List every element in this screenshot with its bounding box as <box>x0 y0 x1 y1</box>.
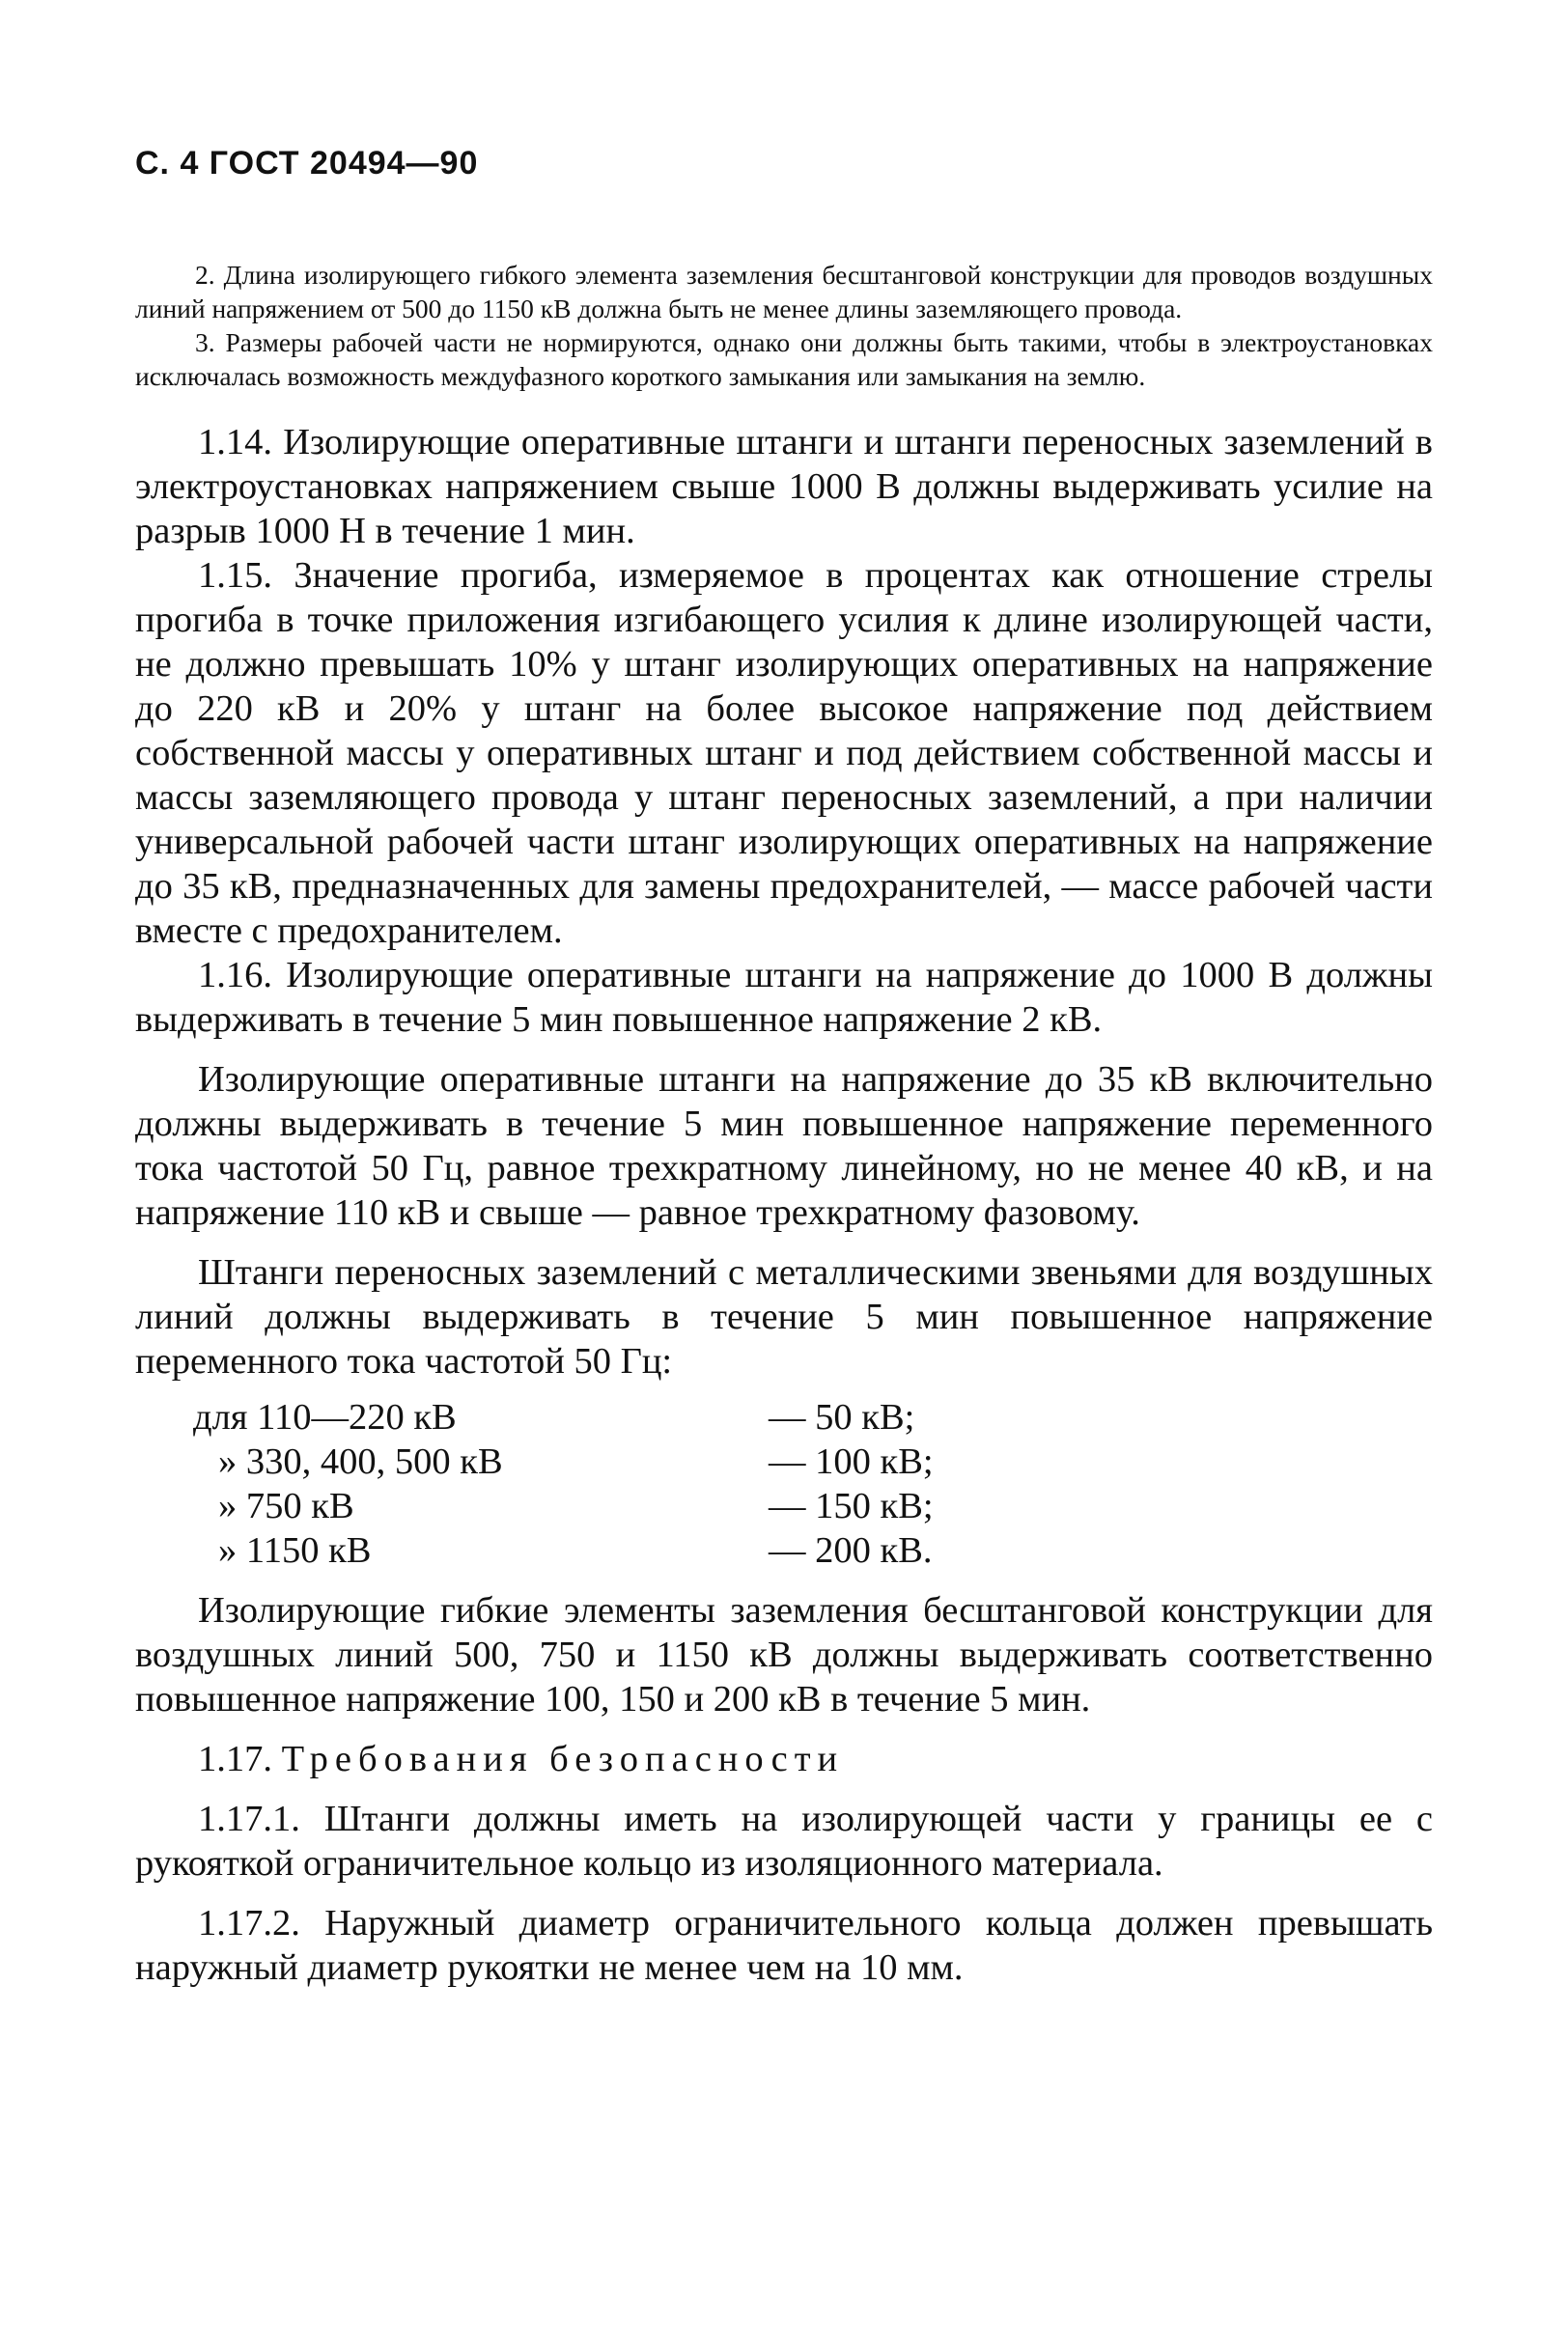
section-heading-1-17 <box>135 1737 1433 1781</box>
main-text <box>135 420 1433 1990</box>
test-voltage: — 150 кВ; <box>769 1486 934 1526</box>
voltage-line: » 330, 400, 500 кВ <box>218 1441 503 1482</box>
test-voltage: — 100 кВ; <box>769 1441 934 1482</box>
voltage-table <box>193 1395 934 1573</box>
paragraph-1-14: 1.14. Изолирующие оперативные штанги и штанги переносных заземлений в электроустановках напряжением свыше 1000 В должны выдерживать усилие на разрыв 1000 Н в течение 1 мин. <box>135 422 1433 551</box>
section-number: 1.17. <box>198 1739 272 1779</box>
voltage-row <box>193 1440 934 1484</box>
voltage-row <box>193 1395 934 1440</box>
voltage-line: » 1150 кВ <box>218 1530 372 1571</box>
section-title: Требования безопасности <box>281 1739 845 1779</box>
paragraph-1-17-2: 1.17.2. Наружный диаметр ограничительного кольца должен превышать наружный диаметр рукоятки не менее чем на 10 мм. <box>135 1903 1433 1988</box>
test-voltage: — 200 кВ. <box>769 1530 933 1571</box>
paragraph-1-16-rods: Изолирующие оперативные штанги на напряжение до 35 кВ включительно должны выдерживать в течение 5 мин повышенное напряжение переменного тока частотой 50 Гц, равное трехкратному линейному, но не менее 40 кВ, и на напряжение 110 кВ и свыше — равное трехкратному фазовому. <box>135 1059 1433 1233</box>
voltage-row <box>193 1484 934 1528</box>
paragraph-1-16-grounding: Штанги переносных заземлений с металлическими звеньями для воздушных линий должны выдерживать в течение 5 мин повышенное напряжение переменного тока частотой 50 Гц: <box>135 1252 1433 1382</box>
test-voltage: — 50 кВ; <box>769 1397 915 1438</box>
paragraph-1-17-1: 1.17.1. Штанги должны иметь на изолирующей части у границы ее с рукояткой ограничительное кольцо из изоляционного материала. <box>135 1799 1433 1884</box>
page-header: С. 4 ГОСТ 20494—90 <box>135 145 479 182</box>
voltage-row <box>193 1528 934 1573</box>
note-3: 3. Размеры рабочей части не нормируются, однако они должны быть такими, чтобы в электроустановках исключалась возможность междуфазного короткого замыкания или замыкания на землю. <box>135 327 1433 391</box>
voltage-line: для 110—220 кВ <box>193 1397 457 1438</box>
voltage-line: » 750 кВ <box>218 1486 354 1526</box>
note-2: 2. Длина изолирующего гибкого элемента заземления бесштанговой конструкции для проводов воздушных линий напряжением от 500 до 1150 кВ должна быть не менее длины заземляющего провода. <box>135 260 1433 323</box>
notes-block <box>135 258 1433 393</box>
paragraph-1-15: 1.15. Значение прогиба, измеряемое в процентах как отношение стрелы прогиба в точке приложения изгибающего усилия к длине изолирующей части, не должно превышать 10% у штанг изолирующих оперативных на напряжение до 220 кВ и 20% у штанг на более высокое напряжение под действием собственной массы у оперативных штанг и под действием собственной массы и массы заземляющего провода у штанг переносных заземлений, а при наличии универсальной рабочей части штанг изолирующих оперативных на напряжение до 35 кВ, предназначенных для замены предохранителей, — массе рабочей части вместе с предохранителем. <box>135 555 1433 951</box>
paragraph-flexible-elements: Изолирующие гибкие элементы заземления бесштанговой конструкции для воздушных линий 500, 750 и 1150 кВ должны выдерживать соответственно повышенное напряжение 100, 150 и 200 кВ в течение 5 мин. <box>135 1590 1433 1720</box>
paragraph-1-16: 1.16. Изолирующие оперативные штанги на напряжение до 1000 В должны выдерживать в течение 5 мин повышенное напряжение 2 кВ. <box>135 955 1433 1040</box>
